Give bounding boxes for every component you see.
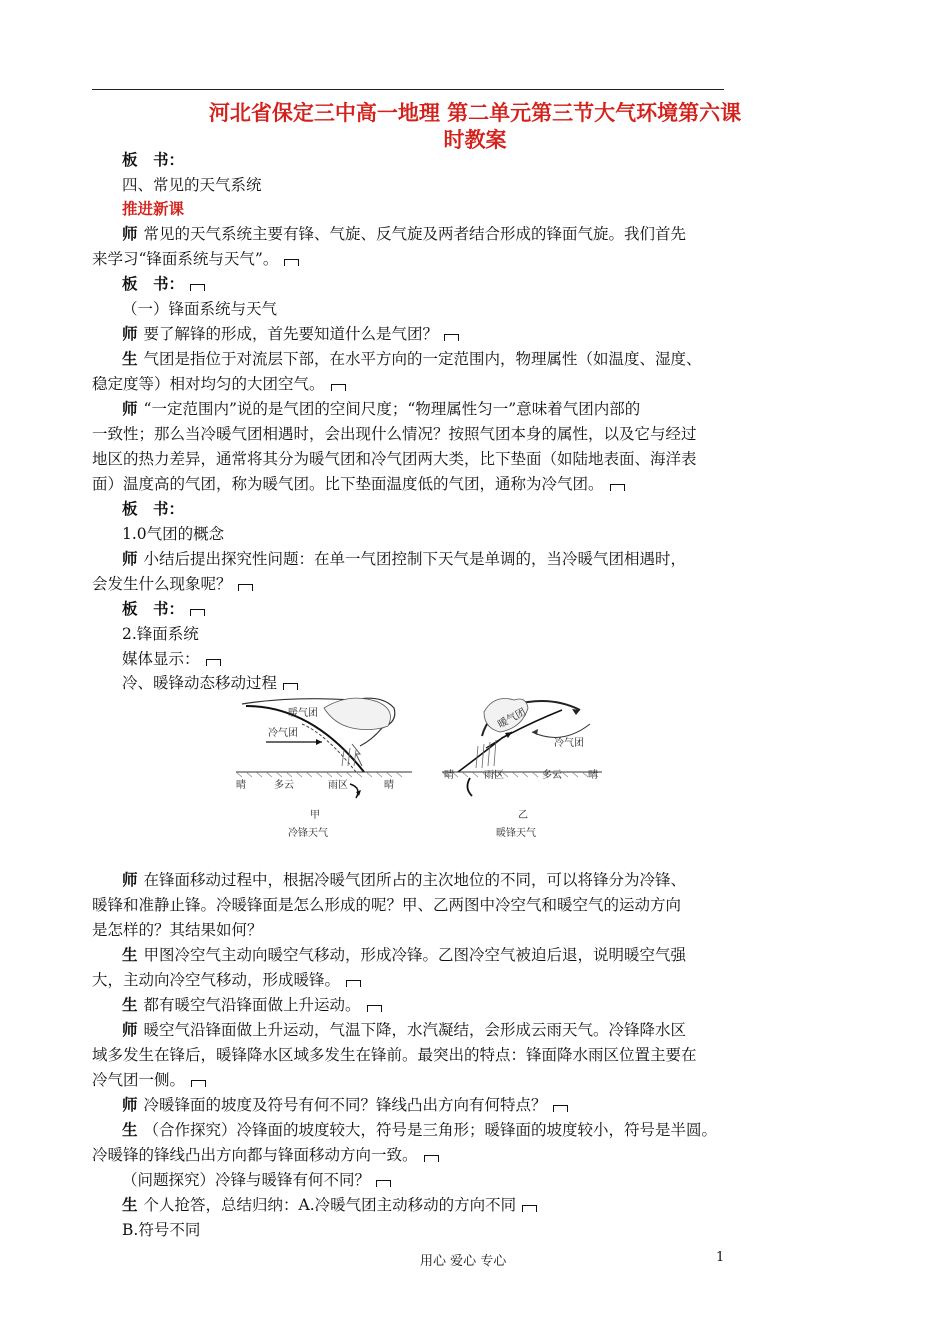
return-mark-icon: [284, 259, 299, 266]
return-mark-icon: [376, 1180, 391, 1187]
warm-front-letter: 乙: [518, 810, 528, 821]
new-lesson-heading: 推进新课: [122, 200, 185, 218]
return-mark-icon: [238, 584, 253, 591]
cold-front-cold-air-label: 冷气团: [268, 728, 298, 739]
paragraph-line: 师 冷暖锋面的坡度及符号有何不同？锋线凸出方向有何特点？: [122, 1095, 568, 1115]
paragraph-line: 是怎样的？其结果如何？: [92, 921, 263, 939]
return-mark-icon: [424, 1155, 439, 1162]
warm-front-ground-label: 多云: [542, 770, 562, 781]
paragraph-line: 暖锋和准静止锋。冷暖锋面是怎么形成的呢？甲、乙两图中冷空气和暖空气的运动方向: [92, 896, 682, 914]
warm-front-cold-air-label: 冷气团: [554, 738, 584, 749]
paragraph-line: 冷暖锋的锋线凸出方向都与锋面移动方向一致。: [92, 1145, 439, 1165]
board-label: 板 书：: [122, 150, 185, 169]
top-rule: [92, 89, 724, 90]
paragraph-line: 稳定度等）相对均匀的大团空气。: [92, 374, 346, 394]
board-label: 板 书：: [122, 499, 185, 518]
paragraph-line: 生 甲图冷空气主动向暖空气移动，形成冷锋。乙图冷空气被迫后退，说明暖空气强: [122, 945, 687, 964]
paragraph-line: （问题探究）冷锋与暖锋有何不同？: [122, 1170, 391, 1190]
subsection-heading: 2.锋面系统: [122, 625, 199, 643]
cold-front-ground-label: 晴: [236, 780, 246, 791]
cold-front-ground-label: 多云: [274, 780, 294, 791]
media-label: 媒体显示：: [122, 649, 221, 669]
board-label: 板 书：: [122, 599, 205, 619]
return-mark-icon: [190, 609, 205, 616]
return-mark-icon: [553, 1105, 568, 1112]
paragraph-line: B.符号不同: [122, 1221, 201, 1239]
section-heading: 四、常见的天气系统: [122, 176, 262, 194]
paragraph-line: 来学习“锋面系统与天气”。: [92, 249, 299, 269]
paragraph-line: 地区的热力差异，通常将其分为暖气团和冷气团两大类，比下垫面（如陆地表面、海洋表: [92, 450, 697, 468]
paragraph-line: 大，主动向冷空气移动，形成暖锋。: [92, 970, 361, 990]
paragraph-line: 师 暖空气沿锋面做上升运动，气温下降，水汽凝结，会形成云雨天气。冷锋降水区: [122, 1020, 687, 1039]
return-mark-icon: [610, 484, 625, 491]
warm-front-ground-label: 晴: [588, 770, 598, 781]
cold-front-caption: 冷锋天气: [288, 828, 328, 839]
paragraph-line: 冷气团一侧。: [92, 1070, 206, 1090]
return-mark-icon: [346, 980, 361, 987]
warm-front-caption: 暖锋天气: [496, 828, 536, 839]
paragraph-line: 师 “一定范围内”说的是气团的空间尺度；“物理属性匀一”意味着气团内部的: [122, 399, 641, 418]
return-mark-icon: [444, 334, 459, 341]
page-number: 1: [716, 1250, 725, 1265]
cold-front-ground-label: 晴: [384, 780, 394, 791]
doc-title-line1: 河北省保定三中高一地理 第二单元第三节大气环境第六课: [208, 101, 742, 125]
doc-title-line2: 时教案: [443, 128, 507, 152]
cold-front-panel: [236, 698, 412, 839]
cold-front-letter: 甲: [310, 810, 320, 821]
paragraph-line: 生 都有暖空气沿锋面做上升运动。: [122, 995, 382, 1015]
return-mark-icon: [367, 1005, 382, 1012]
paragraph-line: 一致性；那么当冷暖气团相遇时，会出现什么情况？按照气团本身的属性，以及它与经过: [92, 425, 697, 443]
return-mark-icon: [190, 284, 205, 291]
footer-text: 用心 爱心 专心: [420, 1254, 507, 1269]
media-caption: 冷、暖锋动态移动过程: [122, 673, 298, 693]
paragraph-line: 师 常见的天气系统主要有锋、气旋、反气旋及两者结合形成的锋面气旋。我们首先: [122, 224, 687, 243]
warm-front-panel: [442, 699, 602, 840]
return-mark-icon: [206, 659, 221, 666]
board-label: 板 书：: [122, 274, 205, 294]
front-diagram: [232, 688, 622, 840]
paragraph-line: 面）温度高的气团，称为暖气团。比下垫面温度低的气团，通称为冷气团。: [92, 474, 625, 494]
paragraph-line: 生 气团是指位于对流层下部，在水平方向的一定范围内，物理属性（如温度、湿度、: [122, 349, 702, 368]
paragraph-line: 域多发生在锋后，暖锋降水区域多发生在锋前。最突出的特点：锋面降水雨区位置主要在: [92, 1046, 697, 1064]
warm-front-warm-air-label: 暖气团: [496, 706, 528, 731]
paragraph-line: 生 （合作探究）冷锋面的坡度较大，符号是三角形；暖锋面的坡度较小，符号是半圆。: [122, 1120, 718, 1139]
paragraph-line: 师 在锋面移动过程中，根据冷暖气团所占的主次地位的不同，可以将锋分为冷锋、: [122, 870, 687, 889]
return-mark-icon: [191, 1080, 206, 1087]
paragraph-line: 生 个人抢答，总结归纳：A.冷暖气团主动移动的方向不同: [122, 1195, 537, 1215]
return-mark-icon: [522, 1205, 537, 1212]
cold-front-ground-label: 雨区: [328, 780, 348, 791]
paragraph-line: 师 要了解锋的形成，首先要知道什么是气团？: [122, 324, 459, 344]
paragraph-line: 师 小结后提出探究性问题：在单一气团控制下天气是单调的，当冷暖气团相遇时，: [122, 549, 687, 568]
cold-front-warm-air-label: 暖气团: [288, 708, 318, 719]
subsection-heading: （一）锋面系统与天气: [122, 300, 278, 318]
warm-front-ground-label: 雨区: [484, 770, 504, 781]
warm-front-ground-label: 晴: [444, 770, 454, 781]
subsection-heading: 1.0气团的概念: [122, 525, 225, 543]
paragraph-line: 会发生什么现象呢？: [92, 574, 253, 594]
return-mark-icon: [331, 384, 346, 391]
